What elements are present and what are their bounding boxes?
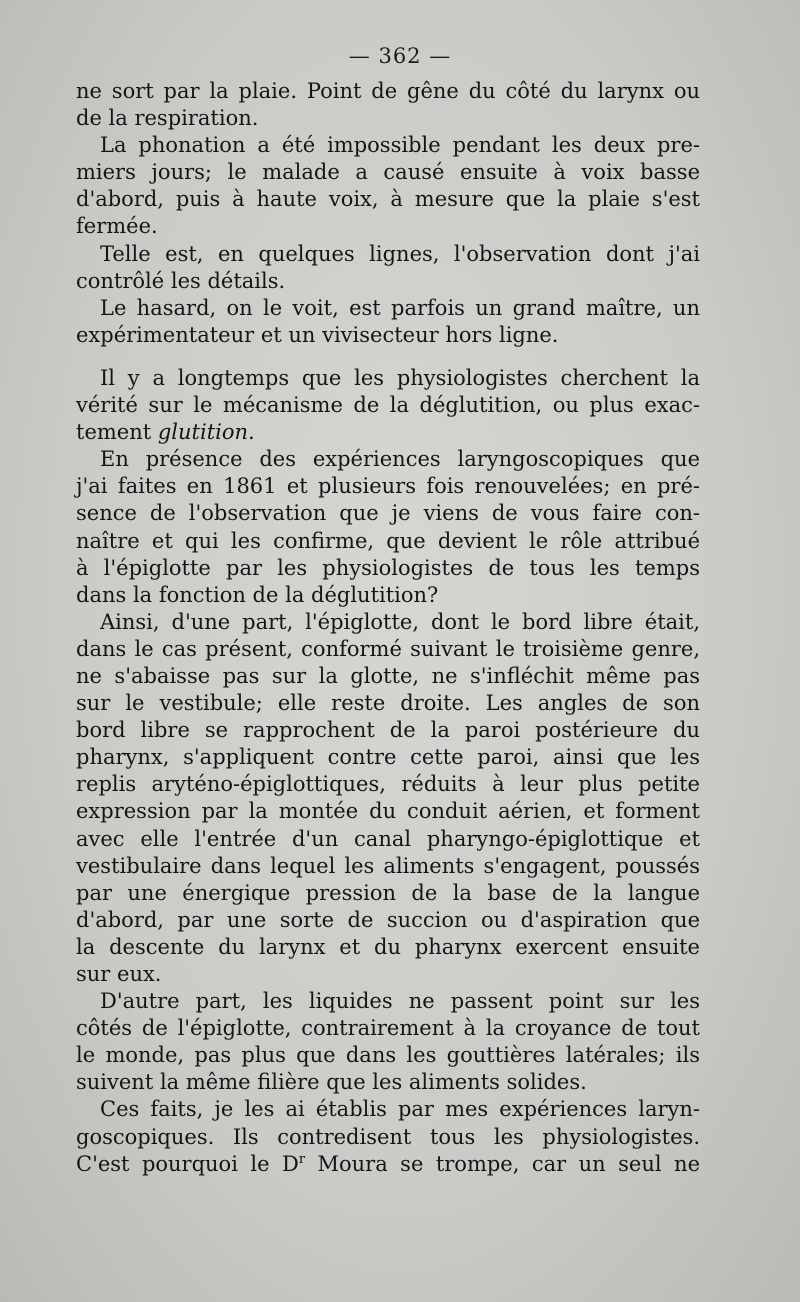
text-line: à l'épiglotte par les physiologistes de tous les temps (76, 555, 700, 580)
text-line: En présence des expériences laryngoscopiques que (100, 447, 700, 472)
text-line: sur eux. (76, 962, 162, 986)
text-line: avec elle l'entrée d'un canal pharyngo-épiglottique et (76, 826, 700, 851)
text-line: de la respiration. (76, 106, 259, 131)
text-line: Il y a longtemps que les physiologistes cherchent la (100, 365, 700, 390)
text-line: fermée. (76, 214, 158, 239)
text-line: expression par la montée du conduit aérien, et forment (76, 799, 700, 824)
text-line: Ainsi, d'une part, l'épiglotte, dont le bord libre était, (100, 609, 700, 634)
text-line: Telle est, en quelques lignes, l'observation dont j'ai (100, 241, 700, 266)
body-text (76, 78, 700, 1178)
text-line: le monde, pas plus que dans les gouttières latérales; ils (76, 1043, 700, 1068)
text-line: d'abord, par une sorte de succion ou d'aspiration que (76, 907, 700, 932)
text-line: pharynx, s'appliquent contre cette paroi, ainsi que les (76, 745, 700, 770)
text-line: goscopiques. Ils contredisent tous les physiologistes. (76, 1124, 700, 1149)
text-line: suivent la même filière que les aliments solides. (76, 1070, 587, 1095)
text-line: naître et qui les confirme, que devient le rôle attribué (76, 528, 700, 553)
page-number: — 362 — (348, 44, 452, 68)
text-line: sence de l'observation que je viens de vous faire con- (76, 501, 700, 526)
text-fragment: C'est pourquoi le D (76, 1151, 299, 1176)
text-line: côtés de l'épiglotte, contrairement à la croyance de tout (76, 1016, 700, 1041)
text-line: miers jours; le malade a causé ensuite à voix basse (76, 160, 700, 185)
text-line (76, 1151, 700, 1178)
text-fragment: Moura se trompe, car un seul ne (305, 1151, 700, 1176)
text-line: expérimentateur et un vivisecteur hors ligne. (76, 322, 559, 347)
text-line: vestibulaire dans lequel les aliments s'engagent, poussés (76, 853, 700, 878)
text-line: j'ai faites en 1861 et plusieurs fois renouvelées; en pré- (76, 474, 700, 499)
text-line: La phonation a été impossible pendant les deux pre- (100, 133, 700, 158)
text-line: bord libre se rapprochent de la paroi postérieure du (76, 718, 700, 743)
section-gap (76, 349, 700, 365)
text-line: par une énergique pression de la base de la langue (76, 880, 700, 905)
text-line: ne s'abaisse pas sur la glotte, ne s'infléchit même pas (76, 663, 700, 688)
text-line: d'abord, puis à haute voix, à mesure que la plaie s'est (76, 187, 700, 212)
text-line: la descente du larynx et du pharynx exercent ensuite (76, 934, 700, 959)
text-line: ne sort par la plaie. Point de gêne du côté du larynx ou (76, 79, 700, 103)
text-line: D'autre part, les liquides ne passent point sur les (100, 989, 700, 1014)
text-line: sur le vestibule; elle reste droite. Les angles de son (76, 691, 700, 716)
text-line: Ces faits, je les ai établis par mes expériences laryn- (100, 1097, 700, 1122)
text-line (76, 419, 700, 446)
text-line: dans le cas présent, conformé suivant le troisième genre, (76, 636, 700, 661)
text-line: vérité sur le mécanisme de la déglutition, ou plus exac- (76, 393, 700, 418)
italic-term: glutition. (157, 420, 255, 445)
text-line: replis aryténo-épiglottiques, réduits à leur plus petite (76, 772, 700, 797)
text-fragment: tement (76, 420, 158, 445)
text-line: contrôlé les détails. (76, 268, 286, 293)
superscript: r (298, 1151, 306, 1167)
text-line: Le hasard, on le voit, est parfois un grand maître, un (100, 295, 700, 320)
text-line: dans la fonction de la déglutition? (76, 582, 439, 607)
